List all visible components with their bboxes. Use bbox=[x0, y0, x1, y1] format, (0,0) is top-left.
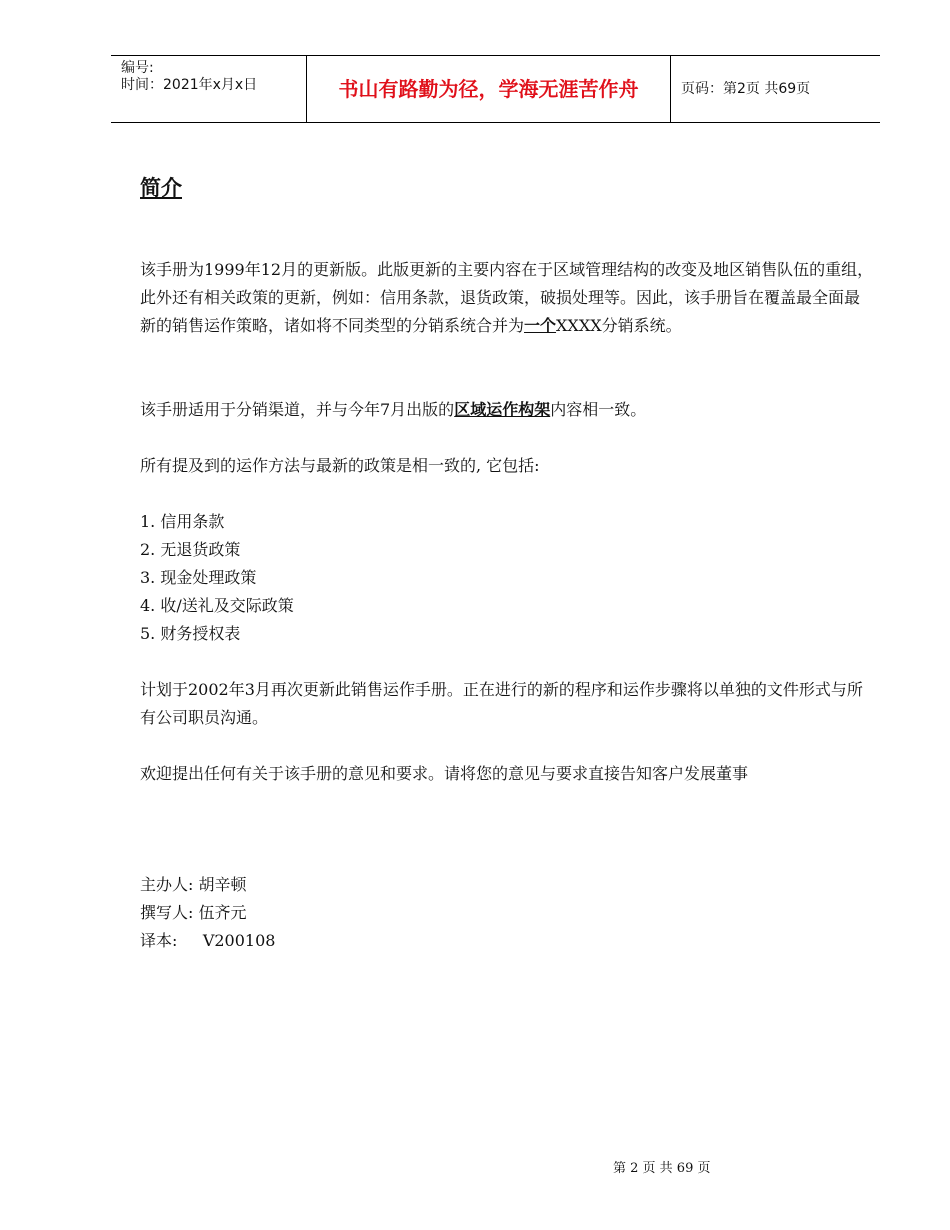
writer-line: 撰写人: 伍齐元 bbox=[140, 903, 247, 922]
intro-p1-end: XXXX分销系统。 bbox=[556, 316, 682, 335]
intro-p1-underlined: 一个 bbox=[524, 316, 557, 335]
document-number-label: 编号: bbox=[121, 60, 154, 76]
list-item: 4. 收/送礼及交际政策 bbox=[140, 596, 294, 615]
document-time-label: 时间：2021年x月x日 bbox=[121, 77, 258, 93]
page-footer: 第 2 页 共 69 页 bbox=[613, 1161, 711, 1176]
signature-block bbox=[140, 871, 275, 955]
intro-paragraph-3: 所有提及到的运作方法与最新的政策是相一致的, 它包括: bbox=[140, 456, 540, 475]
section-title: 简介 bbox=[140, 176, 182, 200]
page-header bbox=[111, 55, 880, 123]
feedback-paragraph: 欢迎提出任何有关于该手册的意见和要求。请将您的意见与要求直接告知客户发展董事 bbox=[140, 764, 749, 783]
update-plan-paragraph: 计划于2002年3月再次更新此销售运作手册。正在进行的新的程序和运作步骤将以单独的文件形式与所有公司职员沟通。 bbox=[140, 680, 863, 727]
version-line: 译本: V200108 bbox=[140, 931, 276, 950]
intro-p1-text: 该手册为1999年12月的更新版。此版更新的主要内容在于区域管理结构的改变及地区销售队伍的重组，此外还有相关政策的更新，例如：信用条款，退货政策，破损处理等。因此，该手册旨在覆盖最全面最新的销售运作策略，诸如将不同类型的分销系统合并为 bbox=[140, 260, 874, 335]
header-meta bbox=[111, 56, 307, 122]
host-line: 主办人: 胡辛顿 bbox=[140, 875, 247, 894]
intro-paragraph-2 bbox=[140, 396, 875, 424]
policy-list bbox=[140, 508, 294, 648]
header-page-number: 页码：第2页 共69页 bbox=[681, 81, 811, 97]
regional-framework-link-text: 区域运作构架 bbox=[454, 400, 551, 419]
list-item: 3. 现金处理政策 bbox=[140, 568, 257, 587]
intro-paragraph-1 bbox=[140, 256, 875, 340]
list-item: 1. 信用条款 bbox=[140, 512, 225, 531]
list-item: 2. 无退货政策 bbox=[140, 540, 241, 559]
intro-p2-text: 该手册适用于分销渠道，并与今年7月出版的 bbox=[140, 400, 455, 419]
list-item: 5. 财务授权表 bbox=[140, 624, 241, 643]
header-motto: 书山有路勤为径，学海无涯苦作舟 bbox=[307, 56, 671, 122]
intro-p2-end: 内容相一致。 bbox=[550, 400, 647, 419]
